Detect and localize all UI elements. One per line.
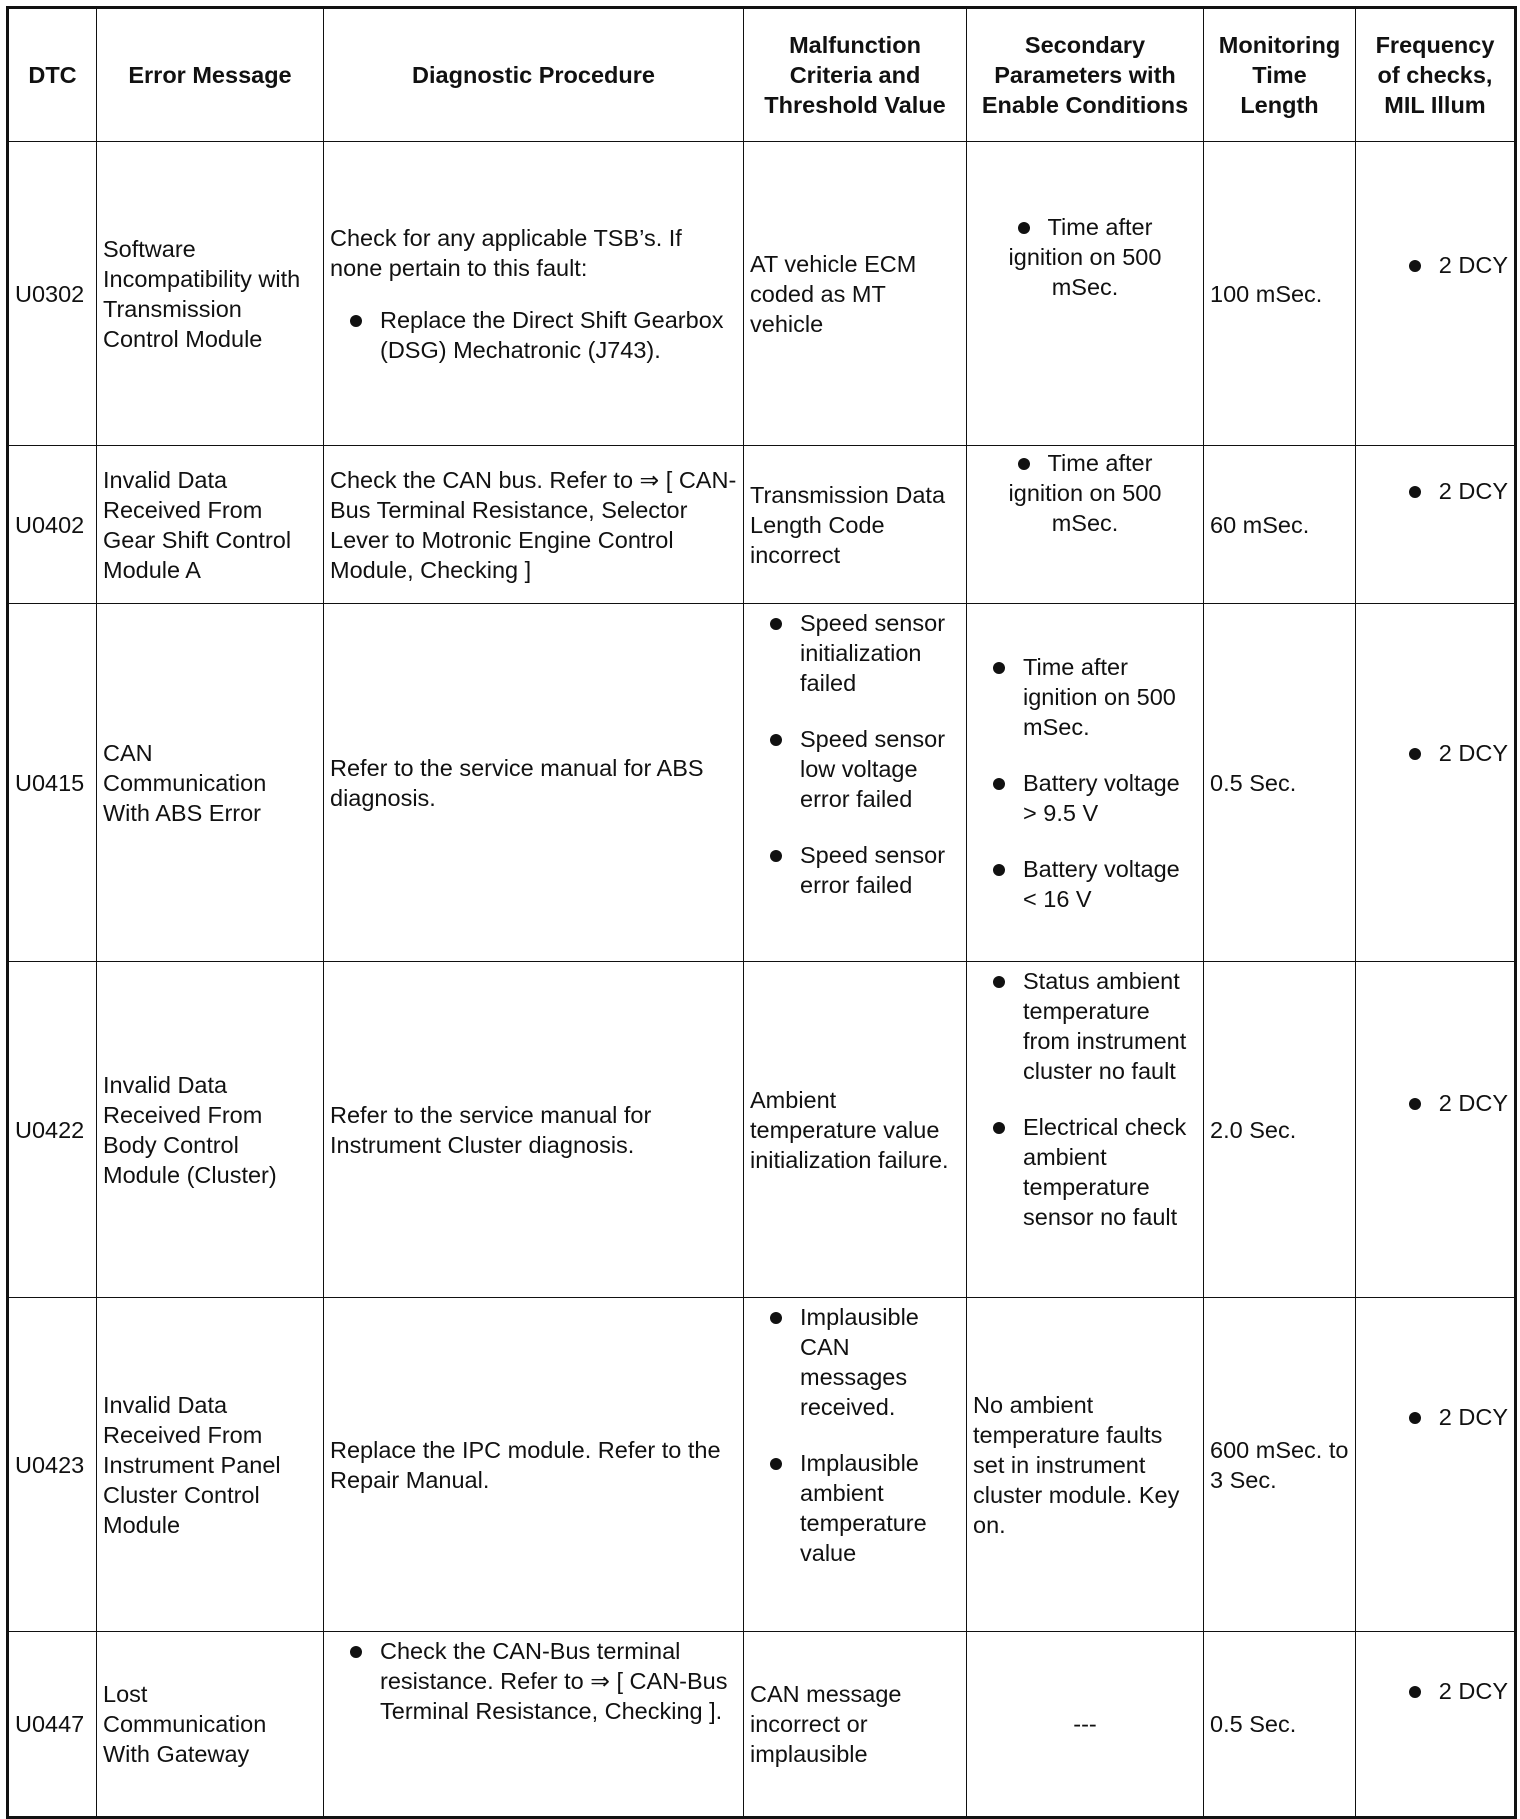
frequency-value: 2 DCY (1438, 1090, 1508, 1116)
malfunction-bullet-list (750, 1302, 960, 1568)
header-malfunction-criteria: Malfunction Criteria and Threshold Value (744, 8, 967, 142)
malfunction-bullet: Speed sensor initialization failed (750, 608, 960, 698)
frequency (1356, 1298, 1516, 1632)
frequency-value: 2 DCY (1438, 478, 1508, 504)
header-frequency: Frequency of checks, MIL Illum (1356, 8, 1516, 142)
frequency-value: 2 DCY (1438, 1678, 1508, 1704)
error-message: Lost Communication With Gateway (97, 1632, 324, 1818)
dtc-code: U0415 (8, 604, 97, 962)
malfunction-bullet: Speed sensor low voltage error failed (750, 724, 960, 814)
error-message: Invalid Data Received From Instrument Panel Cluster Control Module (97, 1298, 324, 1632)
dtc-code: U0423 (8, 1298, 97, 1632)
secondary-bullet: Electrical check ambient temperature sensor no fault (973, 1112, 1197, 1232)
diagnostic-bullet-list (330, 1636, 737, 1726)
frequency-value: 2 DCY (1438, 252, 1508, 278)
dtc-code: U0447 (8, 1632, 97, 1818)
malfunction-bullet-list (750, 608, 960, 900)
header-monitoring-time: Monitoring Time Length (1204, 8, 1356, 142)
malfunction-criteria (744, 1298, 967, 1632)
secondary-bullet: Time after ignition on 500 mSec. (973, 652, 1197, 742)
malfunction-bullet: Speed sensor error failed (750, 840, 960, 900)
diagnostic-procedure: Replace the IPC module. Refer to the Repair Manual. (324, 1298, 744, 1632)
dtc-code: U0422 (8, 962, 97, 1298)
monitoring-time: 600 mSec. to 3 Sec. (1204, 1298, 1356, 1632)
diagnostic-bullet-list (330, 305, 737, 365)
diagnostic-procedure: Refer to the service manual for Instrument Cluster diagnosis. (324, 962, 744, 1298)
table-row (8, 446, 1516, 604)
malfunction-criteria (744, 604, 967, 962)
dtc-table-sheet (6, 6, 1514, 1808)
table-header-row (8, 8, 1516, 142)
frequency (1356, 142, 1516, 446)
error-message: Software Incompatibility with Transmission Control Module (97, 142, 324, 446)
monitoring-time: 2.0 Sec. (1204, 962, 1356, 1298)
table-row (8, 1298, 1516, 1632)
error-message: Invalid Data Received From Body Control Module (Cluster) (97, 962, 324, 1298)
secondary-bullet-list (973, 652, 1197, 914)
error-message: CAN Communication With ABS Error (97, 604, 324, 962)
header-error-message: Error Message (97, 8, 324, 142)
bullet-dot-icon (1409, 486, 1421, 498)
malfunction-criteria: Transmission Data Length Code incorrect (744, 446, 967, 604)
diagnostic-bullet: Check the CAN-Bus terminal resistance. Refer to ⇒ [ CAN-Bus Terminal Resistance, Checking ]. (330, 1636, 737, 1726)
malfunction-bullet: Implausible ambient temperature value (750, 1448, 960, 1568)
bullet-dot-icon (1409, 1098, 1421, 1110)
secondary-bullet: Battery voltage > 9.5 V (973, 768, 1197, 828)
dtc-code: U0402 (8, 446, 97, 604)
table-row (8, 1632, 1516, 1818)
secondary-bullet: Time after ignition on 500 mSec. (1008, 450, 1162, 536)
bullet-dot-icon (1409, 1686, 1421, 1698)
header-diagnostic-procedure: Diagnostic Procedure (324, 8, 744, 142)
diagnostic-procedure (324, 1632, 744, 1818)
dtc-table (6, 6, 1517, 1819)
diagnostic-intro: Check for any applicable TSB’s. If none pertain to this fault: (330, 224, 682, 281)
secondary-parameters (967, 446, 1204, 604)
secondary-parameters: --- (967, 1632, 1204, 1818)
secondary-parameters: No ambient temperature faults set in instrument cluster module. Key on. (967, 1298, 1204, 1632)
frequency (1356, 446, 1516, 604)
secondary-bullet: Time after ignition on 500 mSec. (1008, 214, 1162, 300)
bullet-dot-icon (1409, 260, 1421, 272)
malfunction-bullet: Implausible CAN messages received. (750, 1302, 960, 1422)
secondary-parameters (967, 604, 1204, 962)
malfunction-criteria: AT vehicle ECM coded as MT vehicle (744, 142, 967, 446)
error-message: Invalid Data Received From Gear Shift Control Module A (97, 446, 324, 604)
frequency (1356, 1632, 1516, 1818)
frequency (1356, 604, 1516, 962)
monitoring-time: 0.5 Sec. (1204, 604, 1356, 962)
secondary-bullet-list (973, 966, 1197, 1232)
diagnostic-procedure: Check the CAN bus. Refer to ⇒ [ CAN-Bus Terminal Resistance, Selector Lever to Motronic Engine Control Module, Checking ] (324, 446, 744, 604)
malfunction-criteria: Ambient temperature value initialization failure. (744, 962, 967, 1298)
diagnostic-procedure: Refer to the service manual for ABS diagnosis. (324, 604, 744, 962)
header-secondary-parameters: Secondary Parameters with Enable Conditions (967, 8, 1204, 142)
frequency (1356, 962, 1516, 1298)
secondary-bullet: Status ambient temperature from instrument cluster no fault (973, 966, 1197, 1086)
diagnostic-bullet: Replace the Direct Shift Gearbox (DSG) Mechatronic (J743). (330, 305, 737, 365)
diagnostic-procedure (324, 142, 744, 446)
table-row (8, 962, 1516, 1298)
monitoring-time: 0.5 Sec. (1204, 1632, 1356, 1818)
table-row (8, 142, 1516, 446)
bullet-dot-icon (1018, 458, 1030, 470)
dtc-code: U0302 (8, 142, 97, 446)
header-dtc: DTC (8, 8, 97, 142)
frequency-value: 2 DCY (1438, 1404, 1508, 1430)
bullet-dot-icon (1409, 1412, 1421, 1424)
frequency-value: 2 DCY (1438, 740, 1508, 766)
malfunction-criteria: CAN message incorrect or implausible (744, 1632, 967, 1818)
secondary-parameters (967, 962, 1204, 1298)
table-row (8, 604, 1516, 962)
monitoring-time: 100 mSec. (1204, 142, 1356, 446)
bullet-dot-icon (1018, 222, 1030, 234)
secondary-bullet: Battery voltage < 16 V (973, 854, 1197, 914)
secondary-parameters (967, 142, 1204, 446)
bullet-dot-icon (1409, 748, 1421, 760)
monitoring-time: 60 mSec. (1204, 446, 1356, 604)
